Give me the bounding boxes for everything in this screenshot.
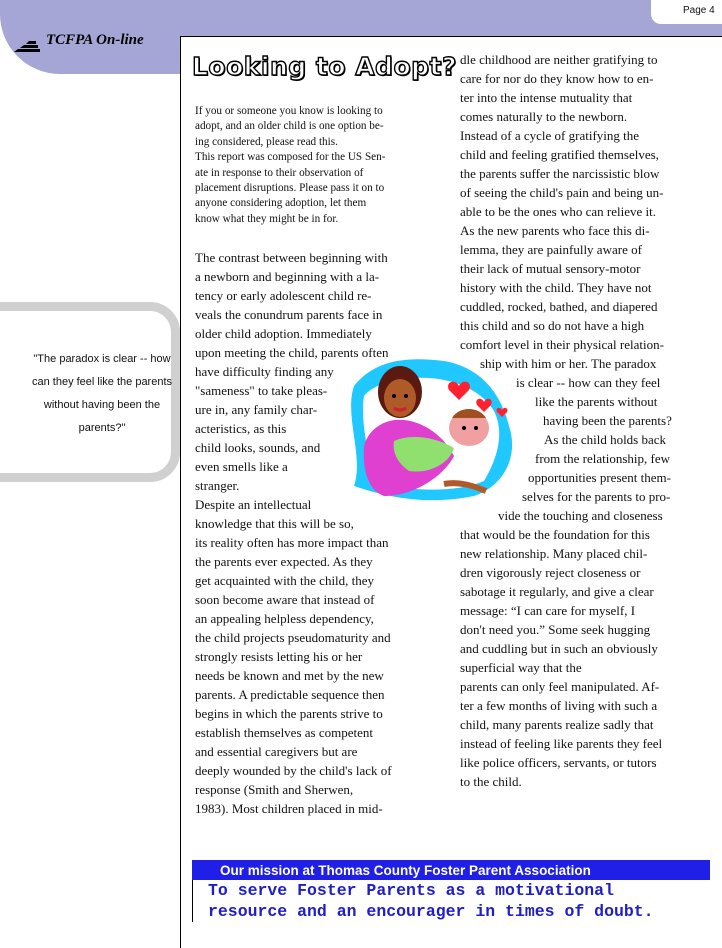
intro-line: placement disruptions. Please pass it on to [195,182,385,195]
article-line: lemma, they are painfully aware of [460,242,642,257]
article-line: Instead of a cycle of gratifying the [460,128,640,143]
article-line: sabotage it regularly, and give a clear [460,584,654,599]
article-line: like police officers, servants, or tutors [460,755,657,770]
article-line: don't need you.” Some seek hugging [460,622,651,637]
article-intro [195,104,431,227]
article-line: message: “I can care for myself, I [460,603,636,618]
mission-line: resource and an encourager in times of doubt. [208,902,654,921]
article-line: As the new parents who face this di- [460,223,650,238]
page-number: Page 4 [651,0,722,24]
article-line: the parents suffer the narcissistic blow [460,166,660,181]
article-line: stranger. [195,478,240,493]
article-line: child, many parents realize sadly that [460,717,654,732]
article-column-left [195,248,435,818]
article-line: needs be known and met by the new [195,668,384,683]
article-line: The contrast between beginning with [195,250,388,265]
article-line: child looks, sounds, and [195,440,321,455]
article-line: the parents ever expected. As they [195,554,373,569]
mission-line: To serve Foster Parents as a motivational [208,881,614,900]
article-line: ship with him or her. The paradox [480,356,657,371]
article-line: able to be the ones who can relieve it. [460,204,657,219]
article-line: opportunities present them- [528,470,671,485]
article-line: get acquainted with the child, they [195,573,375,588]
article-line: having been the parents? [543,413,672,428]
mother-holding-baby-clipart [334,346,524,516]
article-line: and cuddling but in such an obviously [460,641,658,656]
intro-line: know what they might be in for. [195,212,339,225]
article-line: history with the child. They have not [460,280,652,295]
article-line: to the child. [460,774,522,789]
article-line: parents can only feel manipulated. Af- [460,679,660,694]
article-line: instead of feeling like parents they feel [460,736,663,751]
quote-line: without having been the [43,399,161,411]
intro-line: If you or someone you know is looking to [195,105,383,117]
article-line: new relationship. Many placed chil- [460,546,648,561]
article-line: vide the touching and closeness [498,508,663,523]
article-line: comes naturally to the newborn. [460,109,628,124]
quote-line: parents?" [78,422,126,434]
article-line: "sameness" to take pleas- [195,383,328,398]
article-line: begins in which the parents strive to [195,706,383,721]
intro-line: This report was composed for the US Sen- [195,151,386,164]
article-line: 1983). Most children placed in mid- [195,801,383,816]
article-line: of seeing the child's pain and being un- [460,185,664,200]
article-line: tency or early adolescent child re- [195,288,372,303]
article-line: that would be the foundation for this [460,527,650,542]
article-line: even smells like a [195,459,288,474]
article-line: and essential caregivers but are [195,744,358,759]
article-line: dren vigorously reject closeness or [460,565,641,580]
article-line: child and feeling gratified themselves, [460,147,659,162]
article-line: establish themselves as competent [195,725,373,740]
article-line: deeply wounded by the child's lack of [195,763,392,778]
intro-line: ing considered, please read this. [195,135,338,148]
pull-quote [24,348,180,440]
article-line: response (Smith and Sherwen, [195,782,354,797]
article-line: superficial way that the [460,660,582,675]
article-line: As the child holds back [544,432,667,447]
article-line: from the relationship, few [535,451,671,466]
stair-logo-icon [14,40,40,52]
article-line: acteristics, as this [195,421,287,436]
article-line: Despite an intellectual [195,497,312,512]
article-line: comfort level in their physical relation- [460,337,664,352]
article-line: soon become aware that instead of [195,592,375,607]
article-line: care for nor do they know how to en- [460,71,654,86]
article-line: older child adoption. Immediately [195,326,372,341]
quote-line: can they feel like the parents [31,376,173,388]
article-line: parents. A predictable sequence then [195,687,385,702]
article-line: a newborn and beginning with a la- [195,269,380,284]
mission-heading: Our mission at Thomas County Foster Parent Association [192,860,710,880]
article-line: dle childhood are neither gratifying to [460,52,658,67]
article-line: like the parents without [535,394,658,409]
article-line: the child projects pseudomaturity and [195,630,391,645]
article-line: ure in, any family char- [195,402,318,417]
article-line: veals the conundrum parents face in [195,307,383,322]
article-line: strongly resists letting his or her [195,649,363,664]
article-line: upon meeting the child, parents often [195,345,389,360]
intro-line: ate in response to their observation of [195,166,364,179]
intro-line: anyone considering adoption, let them [195,197,367,210]
article-line: this child and so do not have a high [460,318,645,333]
article-line: their lack of mutual sensory-motor [460,261,641,276]
intro-line: adopt, and an older child is one option be- [195,120,384,133]
mission-statement [192,858,712,922]
article-line: cuddled, rocked, bathed, and diapered [460,299,658,314]
article-headline: Looking to Adopt? [192,52,457,81]
mission-text [208,880,654,922]
mission-rule [192,880,193,922]
article-line: is clear -- how can they feel [516,375,661,390]
quote-line: "The paradox is clear -- how [33,353,171,365]
article-line: knowledge that this will be so, [195,516,354,531]
article-line: an appealing helpless dependency, [195,611,374,626]
newsletter-title: TCFPA On-line [46,32,144,48]
article-line: have difficulty finding any [195,364,334,379]
article-line: ter into the intense mutuality that [460,90,633,105]
article-line: ter a few months of living with such a [460,698,658,713]
article-line: its reality often has more impact than [195,535,389,550]
article-line: selves for the parents to pro- [522,489,671,504]
